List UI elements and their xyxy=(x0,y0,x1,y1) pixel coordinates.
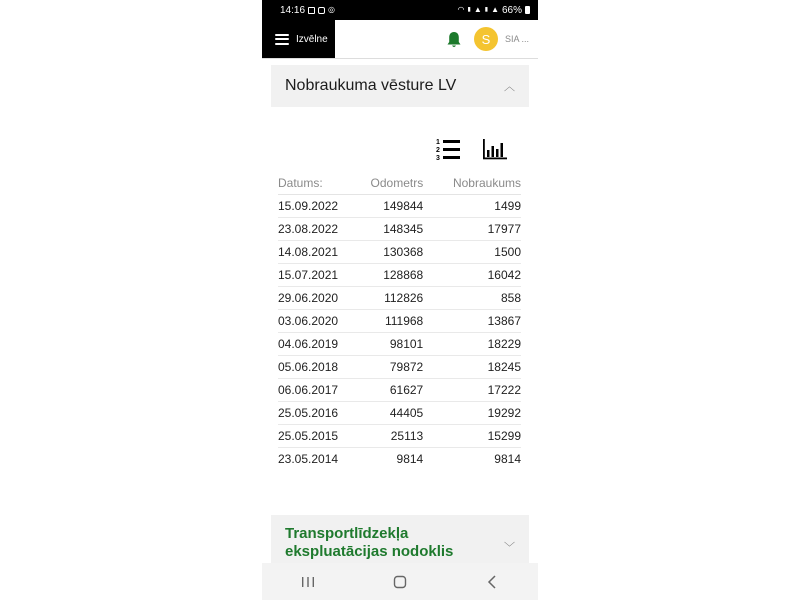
cell-date: 23.05.2014 xyxy=(278,452,339,466)
status-time: 14:16 xyxy=(280,4,306,16)
numbered-list-icon[interactable] xyxy=(436,137,462,161)
cell-odometer: 25113 xyxy=(354,425,436,448)
main-content xyxy=(262,59,538,563)
wifi-icon: ◠ xyxy=(457,5,465,14)
app-header xyxy=(262,20,538,59)
mileage-history-header[interactable] xyxy=(271,65,529,107)
table-header-row xyxy=(278,171,521,195)
back-icon xyxy=(487,575,497,589)
status-left xyxy=(280,5,335,16)
volte-icon-2: ▮ xyxy=(484,7,489,13)
back-button[interactable] xyxy=(472,567,512,597)
table-row xyxy=(278,195,521,218)
menu-button[interactable] xyxy=(262,20,335,58)
vehicle-tax-header[interactable] xyxy=(271,515,529,563)
cell-odometer: 128868 xyxy=(354,264,436,287)
phone-screen xyxy=(262,0,538,600)
table-row xyxy=(278,218,521,241)
cell-mileage: 858 xyxy=(435,287,521,310)
table-row xyxy=(278,333,521,356)
status-right xyxy=(458,5,530,16)
battery-icon xyxy=(525,6,530,14)
svg-text:1: 1 xyxy=(436,139,440,146)
cell-mileage: 18229 xyxy=(435,333,521,356)
cell-date: 03.06.2020 xyxy=(278,310,354,333)
cell-odometer: 148345 xyxy=(354,218,436,241)
table-row xyxy=(278,310,521,333)
cell-date: 05.06.2018 xyxy=(278,356,354,379)
app-notification-icon: ◎ xyxy=(328,5,336,14)
status-bar xyxy=(262,0,538,20)
mileage-table-body xyxy=(278,195,521,471)
bell-icon[interactable] xyxy=(446,31,462,49)
column-header-odometer: Odometrs xyxy=(354,171,436,195)
cell-mileage: 1500 xyxy=(435,241,521,264)
cell-date: 29.06.2020 xyxy=(278,287,354,310)
table-row xyxy=(278,287,521,310)
gallery-notification-icon xyxy=(308,7,315,14)
volte-icon: ▮ xyxy=(467,7,471,13)
mileage-history-title: Nobraukuma vēsture LV xyxy=(285,77,457,94)
signal-icon: ▲ xyxy=(473,5,482,14)
cell-date: 14.08.2021 xyxy=(278,241,354,264)
column-header-date: Datums: xyxy=(278,171,354,195)
cell-mileage: 17222 xyxy=(435,379,521,402)
cell-mileage: 9814 xyxy=(494,452,521,466)
cell-date: 15.09.2022 xyxy=(278,195,354,218)
cell-mileage: 15299 xyxy=(435,425,521,448)
cell-mileage: 17977 xyxy=(435,218,521,241)
cell-odometer: 44405 xyxy=(354,402,436,425)
cell-date: 15.07.2021 xyxy=(278,264,354,287)
home-icon xyxy=(393,575,407,589)
battery-percent: 66% xyxy=(501,4,522,16)
cell-date: 23.08.2022 xyxy=(278,218,354,241)
cell-odometer: 111968 xyxy=(354,310,436,333)
mileage-table xyxy=(278,171,521,470)
table-row xyxy=(278,402,521,425)
table-row xyxy=(278,448,521,471)
cell-odometer: 98101 xyxy=(354,333,436,356)
instagram-notification-icon xyxy=(318,7,325,14)
table-row xyxy=(278,379,521,402)
svg-text:2: 2 xyxy=(436,147,440,154)
cell-mileage: 19292 xyxy=(435,402,521,425)
signal-icon-2: ▲ xyxy=(491,5,499,14)
recent-apps-button[interactable] xyxy=(288,567,328,597)
cell-odometer: 130368 xyxy=(354,241,436,264)
table-row xyxy=(278,425,521,448)
cell-mileage: 18245 xyxy=(435,356,521,379)
cell-odometer: 149844 xyxy=(354,195,436,218)
cell-date: 25.05.2016 xyxy=(278,402,354,425)
cell-mileage: 13867 xyxy=(435,310,521,333)
bar-chart-icon[interactable] xyxy=(482,137,508,161)
cell-mileage: 16042 xyxy=(435,264,521,287)
company-name[interactable]: SIA ... xyxy=(505,34,530,44)
recent-apps-icon xyxy=(301,576,315,588)
view-toggle xyxy=(436,137,508,161)
chevron-up-icon: ︿ xyxy=(504,81,515,93)
system-nav-bar xyxy=(262,563,538,600)
chevron-down-icon: ﹀ xyxy=(504,542,515,554)
menu-label: Izvēlne xyxy=(296,33,328,45)
cell-odometer: 112826 xyxy=(354,287,436,310)
column-header-mileage: Nobraukums xyxy=(435,171,521,195)
table-row xyxy=(278,356,521,379)
cell-mileage: 1499 xyxy=(435,195,521,218)
cell-odometer: 61627 xyxy=(354,379,436,402)
home-button[interactable] xyxy=(380,567,420,597)
cell-odometer: 79872 xyxy=(354,356,436,379)
svg-text:3: 3 xyxy=(436,155,440,161)
vehicle-tax-title: Transportlīdzekļa ekspluatācijas nodoklis xyxy=(285,525,454,560)
table-row xyxy=(278,264,521,287)
hamburger-icon xyxy=(275,34,289,45)
table-row xyxy=(278,241,521,264)
cell-date: 04.06.2019 xyxy=(278,333,354,356)
cell-odometer: 9814 xyxy=(396,452,424,466)
avatar[interactable]: S xyxy=(474,27,498,51)
cell-date: 25.05.2015 xyxy=(278,425,354,448)
cell-date: 06.06.2017 xyxy=(278,379,354,402)
